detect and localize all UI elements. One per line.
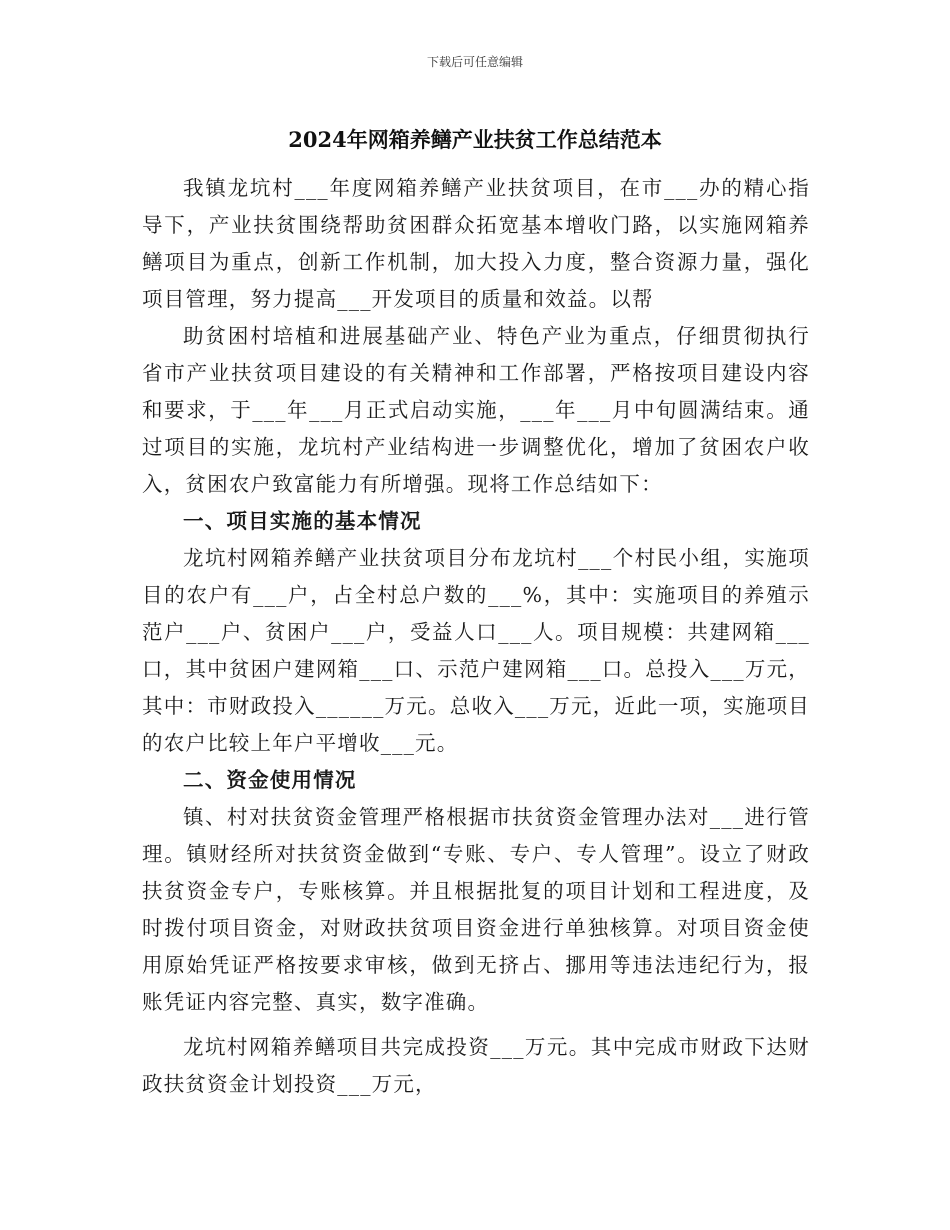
paragraph-basic: 龙坑村网箱养鳝产业扶贫项目分布龙坑村___个村民小组，实施项目的农户有___户，占全村总户数的___%，其中：实施项目的养殖示范户___户、贫困户___户，受益人口___人。项目规模：共建网箱___口，其中贫困户建网箱___口、示范户建网箱___口。总投入___万元，其中：市财政投入______万元。总收入___万元，近此一项，实施项目的农户比较上年户平增收___元。 bbox=[142, 546, 810, 755]
paragraph-overview: 助贫困村培植和进展基础产业、特色产业为重点，仔细贯彻执行省市产业扶贫项目建设的有关精神和工作部署，严格按项目建设内容和要求，于___年___月正式启动实施，___年___月中旬圆满结束。通过项目的实施，龙坑村产业结构进一步调整优化，增加了贫困农户收入，贫困农户致富能力有所增强。现将工作总结如下： bbox=[142, 324, 810, 496]
document-body bbox=[142, 170, 810, 1103]
section-heading-funds: 二、资金使用情况 bbox=[183, 768, 357, 792]
page-header-note: 下载后可任意编辑 bbox=[426, 55, 523, 69]
section-heading-basic: 一、项目实施的基本情况 bbox=[183, 509, 422, 533]
paragraph-intro: 我镇龙坑村___年度网箱养鳝产业扶贫项目，在市___办的精心指导下，产业扶贫围绕帮助贫困群众拓宽基本增收门路，以实施网箱养鳝项目为重点，创新工作机制，加大投入力度，整合资源力量，强化项目管理，努力提高___开发项目的质量和效益。以帮 bbox=[142, 176, 810, 311]
paragraph-funds: 镇、村对扶贫资金管理严格根据市扶贫资金管理办法对___进行管理。镇财经所对扶贫资金做到“专账、专户、专人管理”。设立了财政扶贫资金专户，专账核算。并且根据批复的项目计划和工程进度，及时拨付项目资金，对财政扶贫项目资金进行单独核算。对项目资金使用原始凭证严格按要求审核，做到无挤占、挪用等违法违纪行为，报账凭证内容完整、真实，数字准确。 bbox=[142, 805, 810, 1014]
paragraph-investment: 龙坑村网箱养鳝项目共完成投资___万元。其中完成市财政下达财政扶贫资金计划投资___万元， bbox=[142, 1035, 810, 1096]
document-title: 2024年网箱养鳝产业扶贫工作总结范本 bbox=[288, 127, 662, 152]
